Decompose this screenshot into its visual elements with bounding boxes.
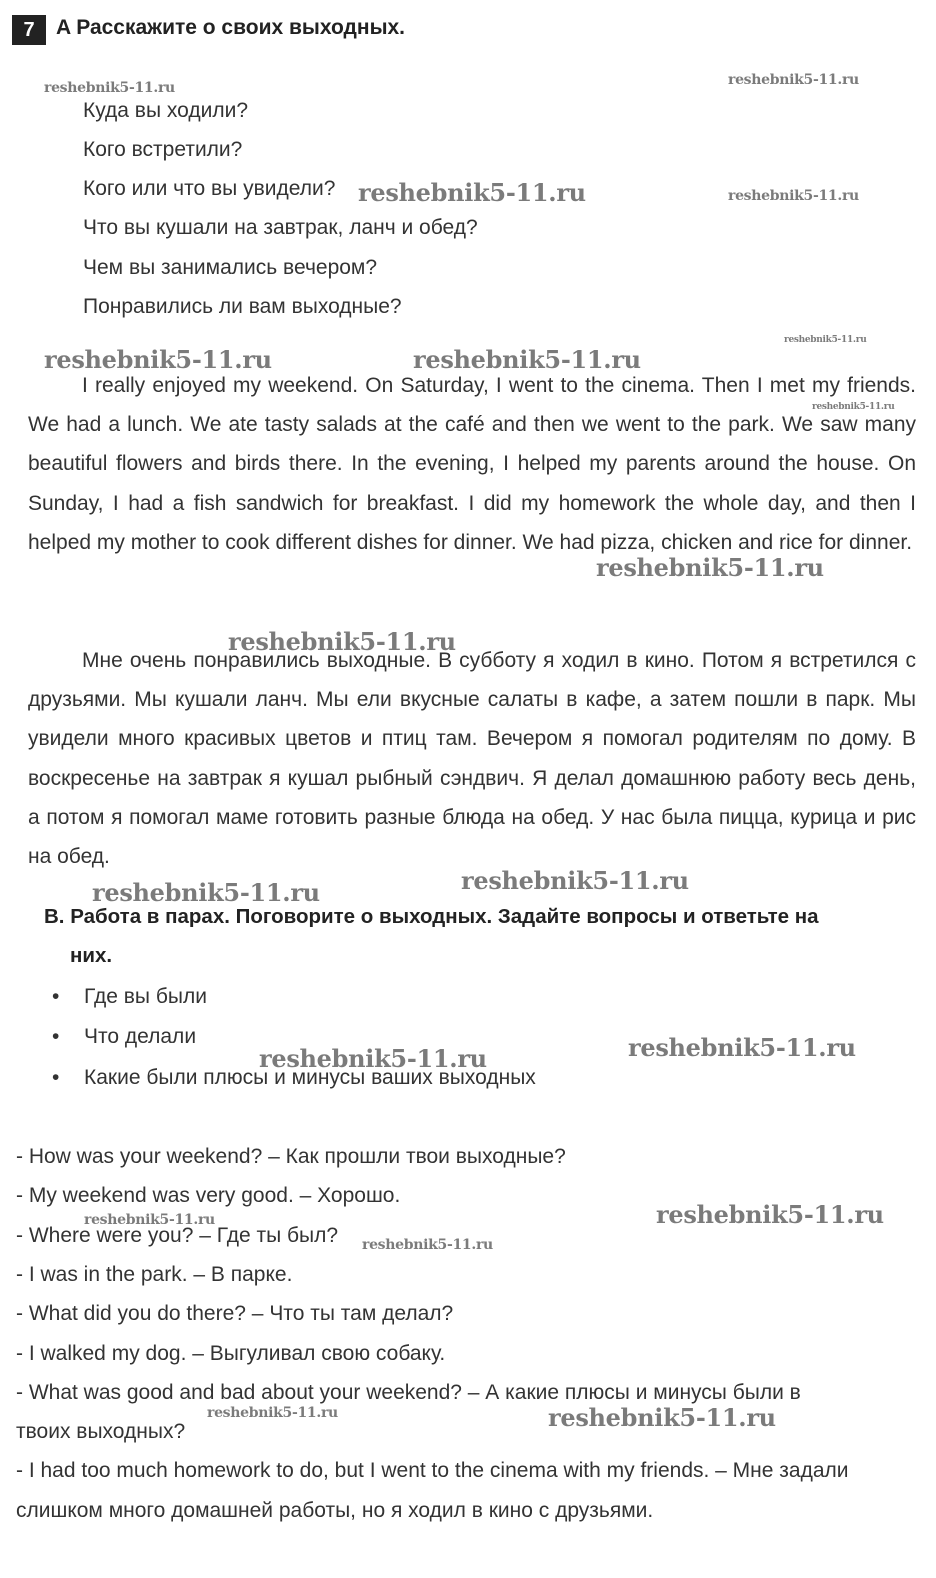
exercise-title: A Расскажите о своих выходных.: [56, 16, 406, 39]
dialogue-line: слишком много домашней работы, но я ходил в кино с друзьями.: [16, 1499, 654, 1522]
watermark: reshebnik5-11.ru: [461, 866, 689, 895]
dialogue-line: - Where were you? – Где ты был?: [16, 1224, 339, 1247]
watermark: reshebnik5-11.ru: [413, 345, 641, 374]
watermark: reshebnik5-11.ru: [358, 178, 586, 207]
bullet-text: Что делали: [84, 1025, 197, 1048]
bullet-dot: •: [52, 1025, 60, 1048]
watermark: reshebnik5-11.ru: [362, 1237, 493, 1253]
watermark: reshebnik5-11.ru: [812, 402, 895, 412]
question-5: Чем вы занимались вечером?: [83, 256, 378, 279]
bullet-text: Где вы были: [84, 985, 207, 1008]
question-3: Кого или что вы увидели?: [83, 177, 336, 200]
watermark: reshebnik5-11.ru: [728, 72, 859, 88]
question-4: Что вы кушали на завтрак, ланч и обед?: [83, 216, 478, 239]
bullet-dot: •: [52, 1066, 60, 1089]
dialogue-line: - What did you do there? – Что ты там делал?: [16, 1302, 454, 1325]
task-b-heading: [44, 897, 914, 975]
bullet-item: [52, 985, 207, 1009]
task-b-line2: них.: [70, 944, 113, 967]
watermark: reshebnik5-11.ru: [259, 1044, 487, 1073]
dialogue-line: - What was good and bad about your weekend? – А какие плюсы и минусы были в: [16, 1381, 801, 1404]
question-2: Кого встретили?: [83, 138, 243, 161]
bullet-dot: •: [52, 985, 60, 1008]
watermark: reshebnik5-11.ru: [228, 627, 456, 656]
exercise-number: 7: [12, 15, 46, 45]
watermark: reshebnik5-11.ru: [44, 80, 175, 96]
answer-english: I really enjoyed my weekend. On Saturday, I went to the cinema. Then I met my friends. We had a lunch. We ate tasty salads at the café and then we went to the park. We saw many beautiful flowers and birds there. In the evening, I helped my parents around the house. On Sunday, I had a fish sandwich for breakfast. I did my homework the whole day, and then I helped my mother to cook different dishes for dinner. We had pizza, chicken and rice for dinner.: [28, 374, 916, 554]
bullet-text: Какие были плюсы и минусы ваших выходных: [84, 1066, 536, 1089]
task-b-line1: B. Работа в парах. Поговорите о выходных. Задайте вопросы и ответьте на: [44, 905, 819, 928]
watermark: reshebnik5-11.ru: [207, 1405, 338, 1421]
watermark: reshebnik5-11.ru: [84, 1212, 215, 1228]
dialogue-line: - I was in the park. – В парке.: [16, 1263, 293, 1286]
watermark: reshebnik5-11.ru: [656, 1200, 884, 1229]
bullet-item: [52, 1025, 196, 1049]
question-1: Куда вы ходили?: [83, 99, 249, 122]
watermark: reshebnik5-11.ru: [548, 1403, 776, 1432]
dialogue-line: - How was your weekend? – Как прошли твои выходные?: [16, 1145, 566, 1168]
watermark: reshebnik5-11.ru: [92, 878, 320, 907]
watermark: reshebnik5-11.ru: [628, 1033, 856, 1062]
dialogue-line: - I walked my dog. – Выгуливал свою собаку.: [16, 1342, 446, 1365]
watermark: reshebnik5-11.ru: [44, 345, 272, 374]
watermark: reshebnik5-11.ru: [784, 335, 867, 345]
question-6: Понравились ли вам выходные?: [83, 295, 402, 318]
dialogue-line: - I had too much homework to do, but I went to the cinema with my friends. – Мне задали: [16, 1459, 849, 1482]
bullet-item: [52, 1066, 536, 1090]
dialogue-line: твоих выходных?: [16, 1420, 186, 1443]
dialogue-line: - My weekend was very good. – Хорошо.: [16, 1184, 401, 1207]
watermark: reshebnik5-11.ru: [728, 188, 859, 204]
watermark: reshebnik5-11.ru: [596, 553, 824, 582]
answer-russian: Мне очень понравились выходные. В субботу я ходил в кино. Потом я встретился с друзьями. Мы кушали ланч. Мы ели вкусные салаты в кафе, а затем пошли в парк. Мы увидели много красивых цветов и птиц там. Вечером я помогал родителям по дому. В воскресенье на завтрак я кушал рыбный сэндвич. Я делал домашнюю работу весь день, а потом я помогал маме готовить разные блюда на обед. У нас была пицца, курица и рис на обед.: [28, 649, 916, 869]
